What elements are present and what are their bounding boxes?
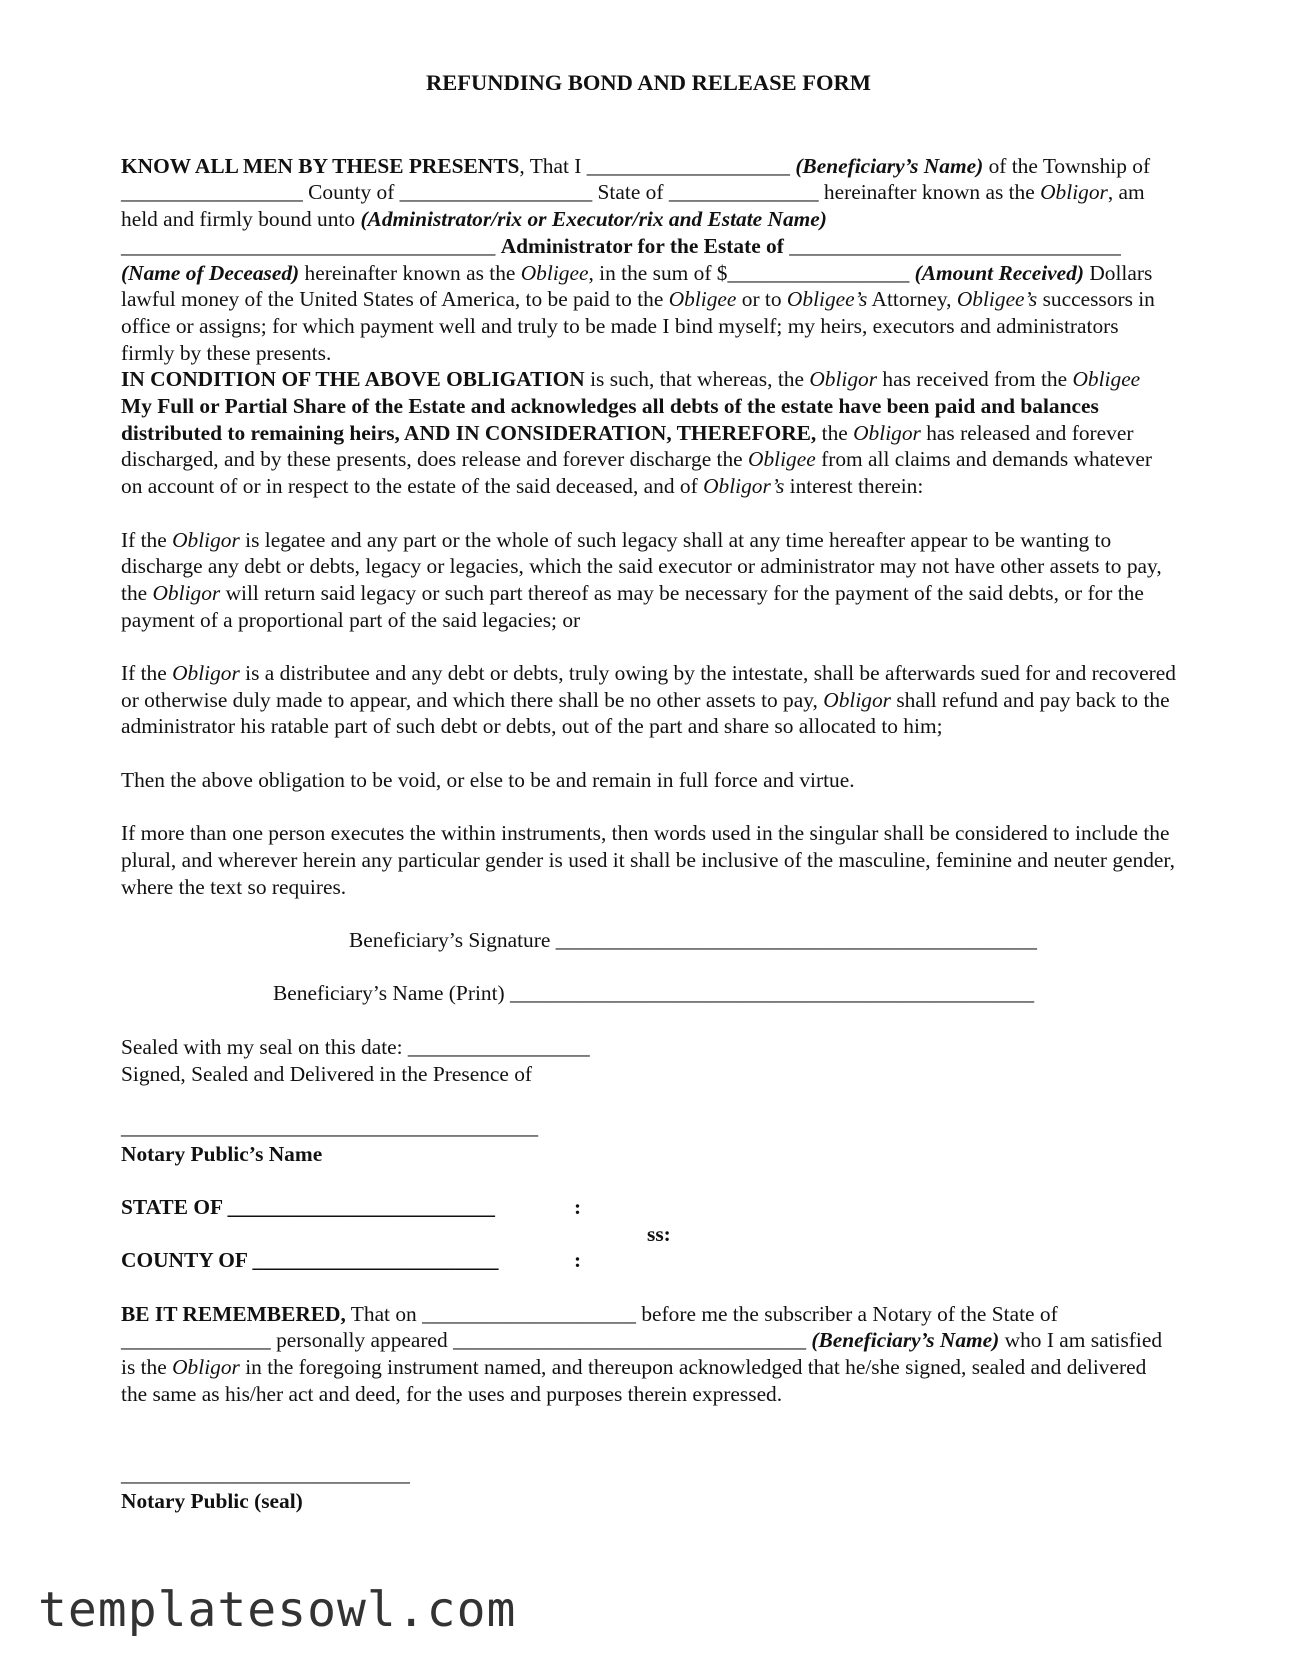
notary-seal-label: Notary Public (seal) [121,1488,303,1513]
obligor-term: Obligor [172,661,240,686]
obligees-term: Obligee’s [956,287,1038,312]
condition-text: interest therein: [784,474,924,499]
beneficiary-print-name-line[interactable]: Beneficiary’s Name (Print) _________________________________________________ [273,981,1035,1006]
county-colon: : [574,1248,582,1273]
intro-text: _______________________________ [783,233,1121,258]
sealed-date-line[interactable]: Sealed with my seal on this date: _________________ [121,1034,590,1059]
obligee-term: Obligee [668,287,737,312]
obligor-term: Obligor [152,580,221,605]
intro-text: successors in office or assigns; for which payment well and truly to be made I bind myself; my heirs, executors and administrators firmly by these presents. [121,287,1155,365]
condition-paragraph [121,366,1176,500]
intro-lead: KNOW ALL MEN BY THESE PRESENTS [121,153,520,178]
plural-clause: If more than one person executes the within instruments, then words used in the singular shall be considered to include the plural, and wherever herein any particular gender is used it shall be inclusive of the masculine, feminine and neuter gender, where the text so requires. [121,821,1176,899]
distributee-paragraph [121,660,1176,740]
condition-text: has released and forever discharged, and by these presents, does release and forever discharge the [121,420,1134,472]
condition-text: the [816,420,854,445]
legatee-paragraph [121,527,1176,634]
obligor-term: Obligor [172,1355,240,1380]
remembered-lead: BE IT REMEMBERED, [121,1301,346,1326]
obligor-term: Obligor [853,420,921,445]
state-colon: : [574,1194,582,1219]
county-of-line[interactable] [121,1247,1176,1274]
obligor-term: Obligor [809,367,878,392]
distributee-text: shall refund and pay back to the administrator his ratable part of such debt or debts, out of the part and share so allocated to him; [121,687,1170,739]
notary-name-line[interactable]: _______________________________________ [121,1114,539,1139]
beneficiary-name-label: (Beneficiary’s Name) [811,1328,1000,1353]
intro-text: , in the sum of $_________________ [588,260,915,285]
watermark: templatesowl.com [38,1582,517,1638]
obligees-term: Obligee’s [786,287,868,312]
intro-text: hereinafter known as the [299,260,521,285]
distributee-text: is a distributee and any debt or debts, truly owing by the intestate, shall be afterwards sued for and recovered or otherwise duly made to appear, and which there shall be no other assets to pay, [121,661,1176,712]
obligee-term: Obligee [1072,367,1141,392]
ss-label: ss: [647,1221,671,1246]
obligee-term: Obligee [748,447,816,472]
remembered-text: who I am satisfied is the [121,1328,1163,1380]
remembered-paragraph [121,1301,1176,1408]
obligor-term: Obligor [823,687,891,712]
intro-text: of the Township of _________________ County of __________________ State of ______________ hereinafter known as the [121,153,1151,205]
distributee-text: If the [121,661,173,686]
deceased-name-label: (Name of Deceased) [121,260,300,285]
legatee-text: will return said legacy or such part thereof as may be necessary for the payment of the said debts, or for the payment of a proportional part of the said legacies; or [121,580,1144,632]
intro-text: Dollars lawful money of the United States of America, to be paid to the [121,260,1153,312]
document-title: REFUNDING BOND AND RELEASE FORM [425,70,872,95]
intro-text: , That I ___________________ [519,153,796,178]
intro-text: Attorney, [867,287,957,312]
intro-text: or to [736,287,787,312]
beneficiary-signature-line[interactable]: Beneficiary’s Signature _____________________________________________ [349,928,1037,953]
condition-text: is such, that whereas, the [584,367,810,392]
condition-text: has received from the [877,367,1073,392]
intro-text: , am held and firmly bound unto [121,180,1145,232]
beneficiary-name-label: (Beneficiary’s Name) [795,153,984,178]
notary-name-label: Notary Public’s Name [121,1141,323,1166]
intro-text: ___________________________________ [121,233,501,258]
remembered-text: in the foregoing instrument named, and thereupon acknowledged that he/she signed, sealed and delivered the same as his/her act and deed, for the uses and purposes therein expressed. [121,1355,1147,1406]
obligee-term: Obligee [520,260,589,285]
venue-block [121,1194,1176,1274]
legatee-text: If the [121,527,173,552]
notary-seal-line[interactable]: ___________________________ [121,1461,410,1486]
administrator-label: (Administrator/rix or Executor/rix and Estate Name) [360,207,827,232]
void-clause: Then the above obligation to be void, or else to be and remain in full force and virtue. [121,767,855,792]
state-of-text: STATE OF _________________________ [121,1194,495,1219]
amount-received-label: (Amount Received) [914,260,1084,285]
condition-text: from all claims and demands whatever on account of or in respect to the estate of the said deceased, and of [121,447,1152,499]
condition-bold-text: My Full or Partial Share of the Estate and acknowledges all debts of the estate have been paid and balances distributed to remaining heirs, AND IN CONSIDERATION, THEREFORE, [121,394,1099,445]
obligor-term: Obligor [172,527,240,552]
intro-paragraph [121,153,1176,367]
obligor-term: Obligor [1040,180,1108,205]
obligors-term: Obligor’s [703,474,785,499]
remembered-text: That on ____________________ before me the subscriber a Notary of the State of ______________ personally appeared _________________________________ [121,1301,1058,1353]
county-of-text: COUNTY OF _______________________ [121,1248,499,1273]
presence-text: Signed, Sealed and Delivered in the Presence of [121,1061,533,1086]
document-page [121,70,1176,1514]
legatee-text: is legatee and any part or the whole of such legacy shall at any time hereafter appear to be wanting to discharge any debt or debts, legacy or legacies, which the said executor or administrator may not have other assets to pay, the [121,527,1162,605]
condition-lead: IN CONDITION OF THE ABOVE OBLIGATION [121,367,585,392]
administrator-estate-label: Administrator for the Estate of [500,233,784,258]
state-of-line[interactable] [121,1194,1176,1221]
